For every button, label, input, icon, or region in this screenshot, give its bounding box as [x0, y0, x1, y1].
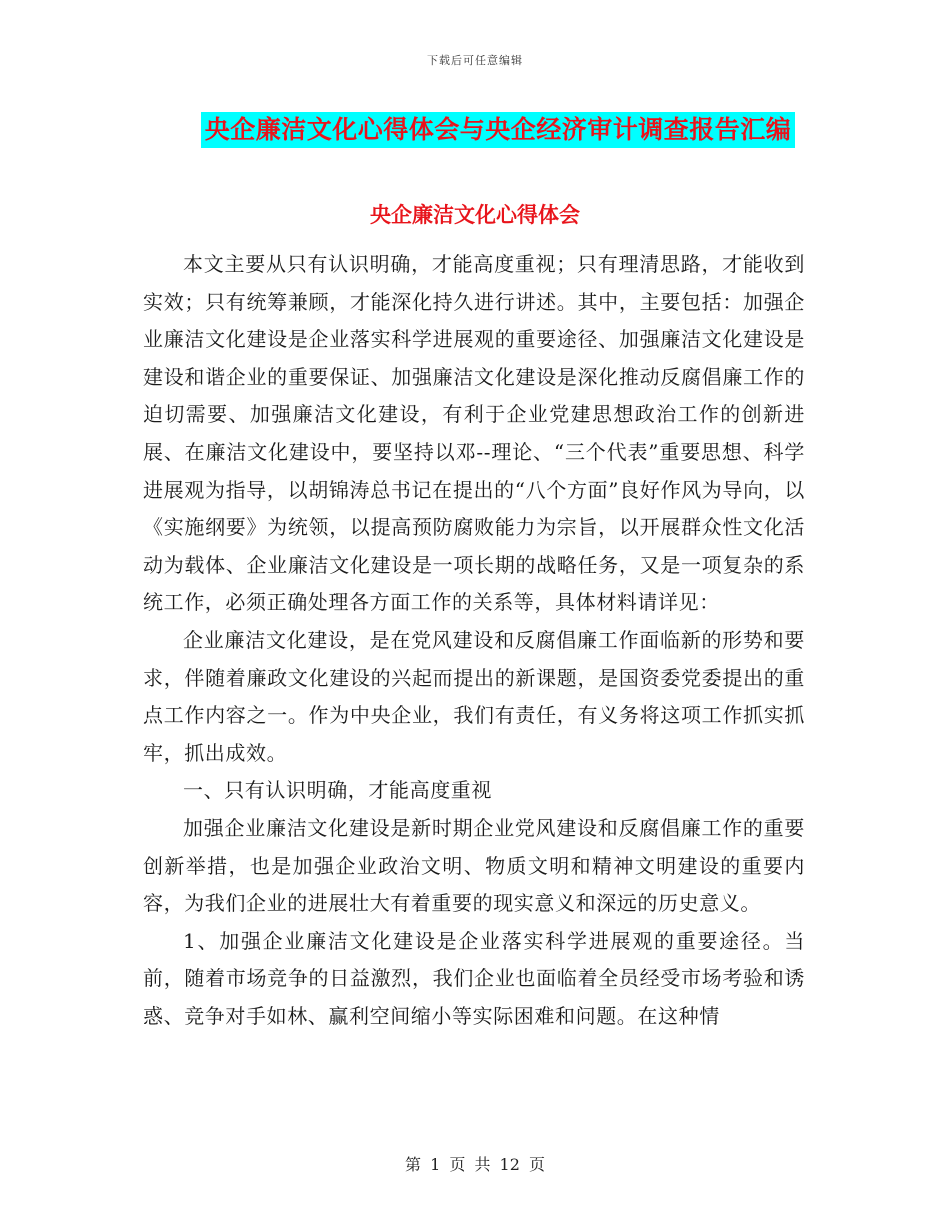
header-note: 下载后可任意编辑: [427, 54, 523, 67]
paragraph-section-1: 加强企业廉洁文化建设是新时期企业党风建设和反腐倡廉工作的重要创新举措，也是加强企业政治文明、物质文明和精神文明建设的重要内容，为我们企业的进展壮大有着重要的现实意义和深远的历史意义。: [143, 815, 805, 916]
paragraph-intro: 本文主要从只有认识明确，才能高度重视；只有理清思路，才能收到实效；只有统筹兼顾，才能深化持久进行讲述。其中，主要包括：加强企业廉洁文化建设是企业落实科学进展观的重要途径、加强廉洁文化建设是建设和谐企业的重要保证、加强廉洁文化建设是深化推动反腐倡廉工作的迫切需要、加强廉洁文化建设，有利于企业党建思想政治工作的创新进展、在廉洁文化建设中，要坚持以邓--理论、“三个代表”重要思想、科学进展观为指导，以胡锦涛总书记在提出的“八个方面”良好作风为导向，以《实施纲要》为统领，以提高预防腐败能力为宗旨，以开展群众性文化活动为载体、企业廉洁文化建设是一项长期的战略任务，又是一项复杂的系统工作，必须正确处理各方面工作的关系等，具体材料请详见：: [143, 252, 805, 615]
page-number-footer: 第 1 页 共 12 页: [405, 1155, 545, 1174]
paragraph-point-1: 1、加强企业廉洁文化建设是企业落实科学进展观的重要途径。当前，随着市场竞争的日益激烈，我们企业也面临着全员经受市场考验和诱惑、竞争对手如林、赢利空间缩小等实际困难和问题。在这种情: [143, 928, 805, 1028]
paragraph-background: 企业廉洁文化建设，是在党风建设和反腐倡廉工作面临新的形势和要求，伴随着廉政文化建设的兴起而提出的新课题，是国资委党委提出的重点工作内容之一。作为中央企业，我们有责任，有义务将这项工作抓实抓牢，抓出成效。: [143, 627, 805, 765]
section-heading-1: 一、只有认识明确，才能高度重视: [183, 778, 492, 803]
title-row: [0, 112, 950, 148]
document-body: [143, 246, 805, 1035]
document-title: 央企廉洁文化心得体会与央企经济审计调查报告汇编: [201, 112, 796, 148]
section-subtitle: 央企廉洁文化心得体会: [370, 203, 580, 227]
